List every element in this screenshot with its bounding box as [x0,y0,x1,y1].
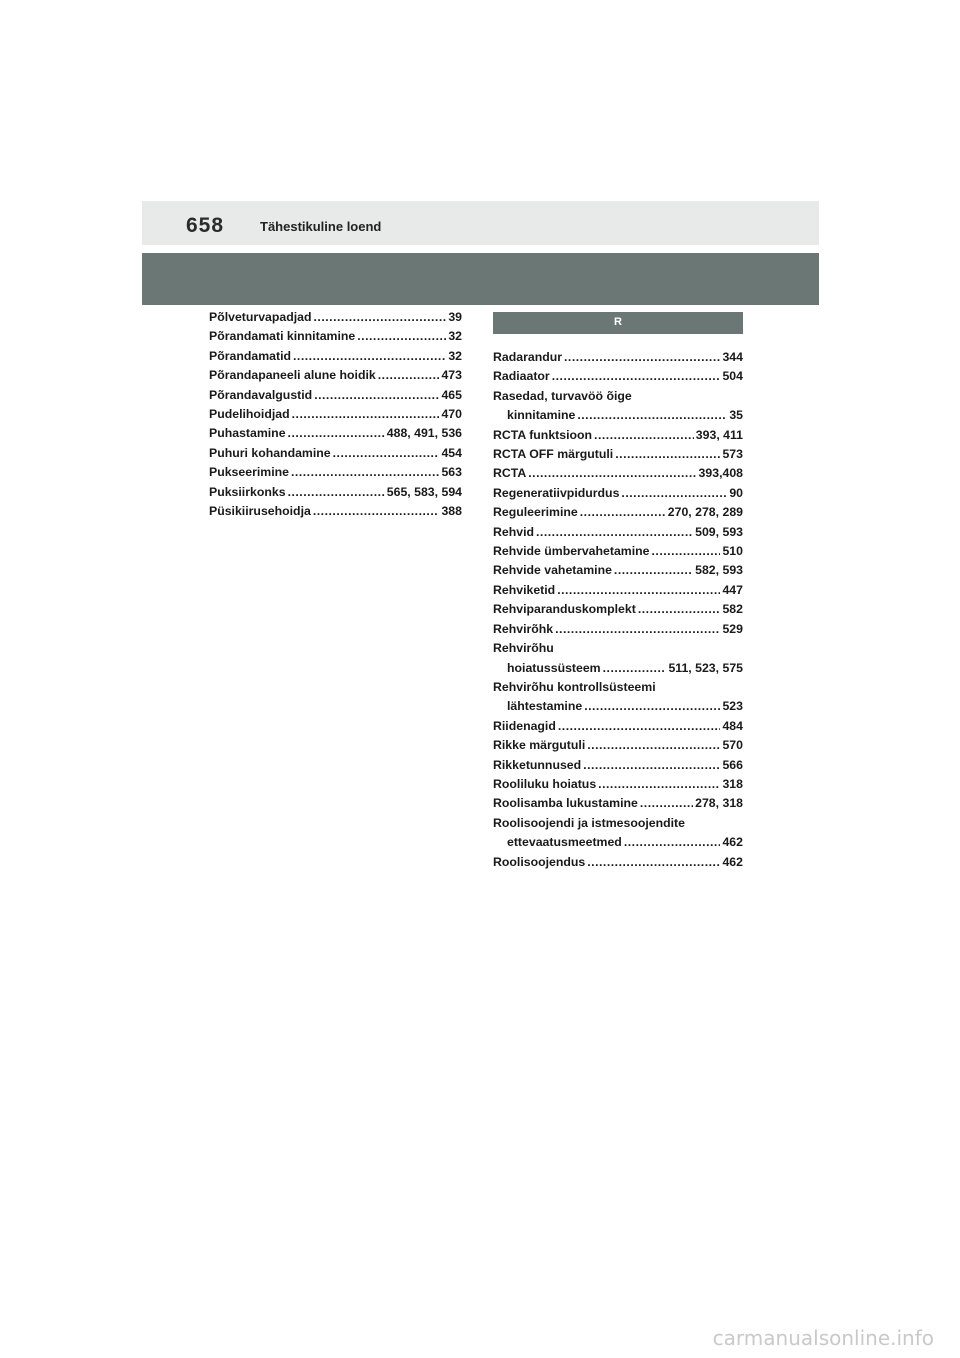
index-entry-term: Põlveturvapadjad [209,310,312,324]
index-entry-pages[interactable]: 509, 593 [695,524,743,539]
index-entry-pages[interactable]: 504 [722,369,743,384]
dot-leader [640,794,693,813]
index-entry-term: Rehvide ümbervahetamine [493,544,650,559]
index-entry-term: Regeneratiivpidurdus [493,485,620,500]
index-entry [209,386,462,405]
index-entry-term: Roolisoojendi ja istmesoojendite [493,815,685,830]
index-entry-term: Rooliluku hoiatus [493,776,597,791]
index-entry [493,600,743,619]
index-entry-term: Rehviparanduskomplekt [493,602,636,617]
index-entry-term: Rehvirõhu kontrollsüsteemi [493,679,656,694]
dot-leader [621,484,727,503]
index-entry [493,659,743,678]
index-entry [493,756,743,775]
dot-leader [587,853,720,872]
index-entry [209,308,462,327]
dot-leader [584,697,720,716]
index-entry-term: Radarandur [493,350,563,364]
index-entry-pages[interactable]: 465 [441,387,462,402]
dot-leader [580,503,666,522]
dot-leader [378,366,440,385]
index-entry [493,503,743,522]
dot-leader [292,405,440,424]
index-entry-term: Puhastamine [209,426,286,441]
index-entry [209,483,462,502]
index-entry-term: Rasedad, turvavöö õige [493,388,632,403]
index-entry-pages[interactable]: 470 [441,407,462,422]
index-entry-term: Rikke märgutuli [493,738,586,753]
index-entry [493,581,743,600]
section-band [142,253,819,305]
dot-leader [536,523,693,542]
index-entry [493,348,743,367]
index-entry-term: Rehvide vahetamine [493,563,612,578]
dot-leader [583,756,720,775]
dot-leader [288,424,385,443]
index-entry [493,853,743,872]
dot-leader [594,426,694,445]
index-entry-term: Roolisoojendus [493,854,586,869]
dot-leader [558,717,721,736]
index-entry [493,697,743,716]
left-index-column [209,308,462,521]
dot-leader [528,464,696,483]
index-entry [209,366,462,385]
index-entry-pages[interactable]: 510 [722,544,743,559]
index-entry-term: RCTA OFF märgutuli [493,447,614,462]
index-entry-pages[interactable]: 529 [722,621,743,636]
index-entry [493,367,743,386]
dot-leader [293,347,446,366]
dot-leader [357,327,446,346]
index-entry-term: Radiaator [493,369,550,384]
index-entry-pages[interactable]: 582, 593 [695,563,743,578]
index-entry-continuation: kinnitamine [507,408,576,423]
section-letter-header: R [493,312,743,334]
dot-leader [288,483,385,502]
index-entry-pages[interactable]: 511, 523, 575 [668,660,743,675]
watermark: carmanualsonline.info [712,1326,934,1350]
dot-leader [577,406,727,425]
dot-leader [557,581,720,600]
index-entry-term: Pukseerimine [209,465,289,480]
index-entry [493,620,743,639]
index-entry-pages[interactable]: 462 [722,835,743,850]
dot-leader [587,736,720,755]
index-entry [209,444,462,463]
index-entry-pages[interactable]: 90 [729,485,743,500]
index-entry-pages[interactable]: 523 [722,699,743,714]
index-entry-pages[interactable]: 344 [722,350,743,364]
index-entry [493,406,743,425]
index-entry [209,327,462,346]
index-entry-term: Puhuri kohandamine [209,445,331,460]
index-entry-pages[interactable]: 270, 278, 289 [667,505,743,520]
index-entry [493,426,743,445]
index-entry-term: Roolisamba lukustamine [493,796,638,811]
index-entry [493,542,743,561]
index-entry-term: Puksiirkonks [209,484,286,499]
index-entry-pages[interactable]: 39 [448,310,462,324]
index-entry [493,736,743,755]
page-title: Tähestikuline loend [260,219,382,234]
index-entry [493,445,743,464]
index-entry-pages[interactable]: 388 [441,504,462,519]
index-entry-pages[interactable]: 582 [722,602,743,617]
index-entry-pages[interactable]: 32 [448,329,462,344]
index-entry [493,794,743,813]
dot-leader [333,444,440,463]
index-entry-pages[interactable]: 565, 583, 594 [386,484,462,499]
index-entry-pages[interactable]: 318 [722,776,743,791]
dot-leader [624,833,721,852]
index-entry-term: Põrandamati kinnitamine [209,329,356,344]
index-entry-pages[interactable]: 484 [722,718,743,733]
index-entry-pages[interactable]: 488, 491, 536 [386,426,462,441]
index-entry [209,463,462,482]
index-entry-term: Põrandamatid [209,348,291,363]
index-entry-pages[interactable]: 566 [722,757,743,772]
header-bar [142,201,819,245]
index-entry-pages[interactable]: 393,408 [698,466,743,481]
dot-leader [652,542,721,561]
index-entry-pages[interactable]: 393, 411 [695,427,743,442]
index-entry [493,833,743,852]
index-entry [493,775,743,794]
index-entry-term: Põrandavalgustid [209,387,313,402]
index-entry-pages[interactable]: 570 [722,738,743,753]
dot-leader [638,600,721,619]
dot-leader [614,561,693,580]
index-entry-term: Pudelihoidjad [209,407,290,422]
index-entry-pages[interactable]: 454 [441,445,462,460]
index-entry [209,347,462,366]
page-number: 658 [186,214,225,237]
index-entry [209,405,462,424]
index-entry-term: Riidenagid [493,718,556,733]
index-entry [493,717,743,736]
dot-leader [291,463,439,482]
index-entry-term: RCTA funktsioon [493,427,593,442]
index-entry-pages[interactable]: 573 [722,447,743,462]
index-entry-pages[interactable]: 447 [722,582,743,597]
index-entry-continuation: lähtestamine [507,699,583,714]
index-entry-term: Rehviketid [493,582,556,597]
index-entry-pages[interactable]: 278, 318 [695,796,743,811]
index-entry-continuation: ettevaatusmeetmed [507,835,622,850]
right-index-column [493,308,743,872]
index-entry-pages[interactable]: 35 [729,408,743,423]
dot-leader [552,367,721,386]
index-entry-term: Rehvid [493,524,534,539]
dot-leader [313,502,440,521]
index-entry-term: RCTA [493,466,527,481]
index-entry-term: Rehvirõhk [493,621,554,636]
index-entry [493,484,743,503]
index-entry-pages[interactable]: 563 [441,465,462,480]
index-entry-term: Reguleerimine [493,505,578,520]
index-entry-pages[interactable]: 462 [722,854,743,869]
index-entry-continuation: hoiatussüsteem [507,660,601,675]
index-entry [209,424,462,443]
dot-leader [615,445,720,464]
index-entry-pages[interactable]: 473 [441,368,462,383]
index-entry-pages[interactable]: 32 [448,348,462,363]
index-entry [209,502,462,521]
dot-leader [314,386,439,405]
dot-leader [555,620,720,639]
dot-leader [314,308,447,327]
index-entry-term: Põrandapaneeli alune hoidik [209,368,376,383]
index-entry [493,464,743,483]
dot-leader [603,659,667,678]
index-entry [493,561,743,580]
index-entry-term: Rehvirõhu [493,641,554,656]
index-entry-term: Püsikiirusehoidja [209,504,311,519]
dot-leader [564,348,720,367]
index-entry-term: Rikketunnused [493,757,582,772]
index-entry [493,523,743,542]
dot-leader [598,775,720,794]
